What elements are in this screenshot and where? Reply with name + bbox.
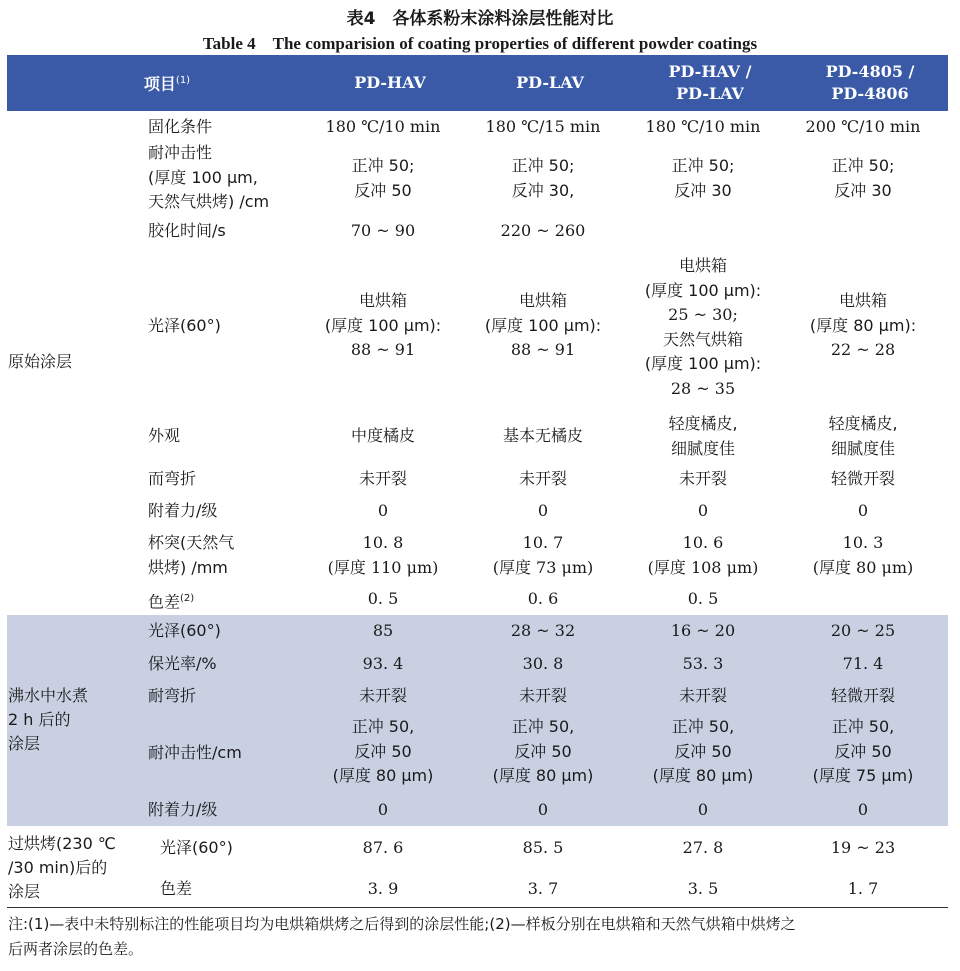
row-boil-impact-v1: 正冲 50, 反冲 50 (厚度 80 μm) — [332, 717, 434, 785]
row-bend-v4: 轻微开裂 — [830, 469, 895, 488]
row-colordiff-item: 色差$^{(2)}$ — [148, 592, 195, 612]
table-header — [7, 55, 948, 111]
row-impact-v2: 正冲 50; 反冲 30, — [511, 156, 575, 200]
row-adhesion-v4: 0 — [857, 501, 869, 520]
row-boil-bend-v4: 轻微开裂 — [830, 686, 895, 705]
row-adhesion-v2: 0 — [537, 501, 549, 520]
group-original: 原始涂层 — [8, 352, 73, 371]
row-boil-retention-v1: 93. 4 — [362, 654, 404, 673]
row-gloss-v2: 电烘箱 (厚度 100 μm): 88 ~ 91 — [484, 291, 602, 359]
header-col3-line1: PD-HAV / — [668, 62, 752, 81]
footnote-line1: 注:(1)—表中未特别标注的性能项目均为电烘箱烘烤之后得到的涂层性能;(2)—样板分别在电烘箱和天然气烘箱中烘烤之 — [8, 915, 796, 933]
row-boil-impact-v4: 正冲 50, 反冲 50 (厚度 75 μm) — [812, 717, 914, 785]
row-gloss-v1: 电烘箱 (厚度 100 μm): 88 ~ 91 — [324, 291, 442, 359]
row-impact-item-l3: 天然气烘烤) /cm — [148, 192, 270, 211]
row-boil-impact-item: 耐冲击性/cm — [148, 743, 242, 762]
row-impact-v1: 正冲 50; 反冲 50 — [351, 156, 415, 200]
row-cupping-v4: 10. 3 (厚度 80 μm) — [812, 533, 914, 577]
row-over-gloss-v2: 85. 5 — [522, 838, 564, 857]
table-bottom-rule — [7, 907, 948, 908]
header-col-pd-lav: PD-LAV — [516, 73, 584, 92]
row-colordiff-sup: (2) — [180, 593, 195, 604]
row-cupping-item-l2: 烘烤) /mm — [148, 557, 228, 577]
row-boil-adhesion-v3: 0 — [697, 800, 709, 819]
row-boil-bend-v1: 未开裂 — [358, 686, 407, 705]
row-over-gloss-v3: 27. 8 — [682, 838, 724, 857]
header-col-4805-4806 — [790, 55, 950, 111]
row-boil-gloss-v4: 20 ~ 25 — [830, 621, 896, 640]
row-boil-impact-v2: 正冲 50, 反冲 50 (厚度 80 μm) — [492, 717, 594, 785]
row-cupping-item — [148, 531, 234, 580]
row-gel-v2: 220 ~ 260 — [500, 221, 586, 240]
row-impact-v3: 正冲 50; 反冲 30 — [671, 156, 735, 200]
row-bend-v2: 未开裂 — [518, 469, 567, 488]
row-bend-v3: 未开裂 — [678, 469, 727, 488]
row-cure-v4: 200 ℃/10 min — [805, 117, 921, 136]
row-impact-item — [148, 141, 269, 215]
group-boil-line3: 涂层 — [8, 734, 41, 753]
row-boil-retention-v4: 71. 4 — [842, 654, 884, 673]
row-boil-retention-item: 保光率/% — [148, 654, 217, 673]
row-boil-gloss-item: 光泽(60°) — [148, 621, 221, 640]
row-boil-adhesion-v4: 0 — [857, 800, 869, 819]
row-cupping-item-l1: 杯突(天然气 — [148, 533, 235, 552]
row-boil-adhesion-item: 附着力/级 — [148, 800, 218, 819]
group-boil-line2: 2 h 后的 — [8, 710, 71, 729]
row-boil-adhesion-v2: 0 — [537, 800, 549, 819]
row-bend-v1: 未开裂 — [358, 469, 407, 488]
header-col-hav-lav — [630, 55, 790, 111]
row-colordiff-v2: 0. 6 — [527, 589, 559, 608]
row-cupping-v1: 10. 8 (厚度 110 μm) — [327, 533, 439, 577]
group-over-line1: 过烘烤(230 ℃ — [8, 834, 116, 853]
row-impact-v4: 正冲 50; 反冲 30 — [831, 156, 895, 200]
row-appearance-item: 外观 — [148, 426, 181, 445]
row-boil-bend-v2: 未开裂 — [518, 686, 567, 705]
header-item-sup: (1) — [175, 75, 191, 87]
row-appearance-v1: 中度橘皮 — [350, 426, 415, 445]
row-appearance-v2: 基本无橘皮 — [502, 426, 583, 445]
row-over-color-v3: 3. 5 — [687, 879, 719, 898]
row-gloss-v4: 电烘箱 (厚度 80 μm): 22 ~ 28 — [809, 291, 917, 359]
row-over-color-v2: 3. 7 — [527, 879, 559, 898]
table-footnote — [8, 912, 952, 962]
table-title-cn: 表4 各体系粉末涂料涂层性能对比 — [346, 9, 614, 29]
row-cure-v2: 180 ℃/15 min — [485, 117, 601, 136]
row-adhesion-item: 附着力/级 — [148, 501, 218, 520]
row-gloss-v3: 电烘箱 (厚度 100 μm): 25 ~ 30; 天然气烘箱 (厚度 100 μm): 28 ~ 35 — [644, 256, 762, 398]
header-col3-line2: PD-LAV — [676, 84, 744, 103]
row-bend-item: 而弯折 — [148, 469, 197, 488]
row-gloss-item: 光泽(60°) — [148, 316, 221, 335]
row-over-color-v4: 1. 7 — [847, 879, 879, 898]
table-title-en: Table 4 The comparision of coating properties of different powder coatings — [202, 34, 758, 53]
row-boil-impact-v3: 正冲 50, 反冲 50 (厚度 80 μm) — [652, 717, 754, 785]
row-boil-gloss-v3: 16 ~ 20 — [670, 621, 736, 640]
row-boil-retention-v2: 30. 8 — [522, 654, 564, 673]
header-col4-line1: PD-4805 / — [825, 62, 915, 81]
row-cupping-v3: 10. 6 (厚度 108 μm) — [647, 533, 759, 577]
header-col-pd-hav: PD-HAV — [354, 73, 426, 92]
row-cupping-v2: 10. 7 (厚度 73 μm) — [492, 533, 594, 577]
row-over-color-v1: 3. 9 — [367, 879, 399, 898]
row-colordiff-v3: 0. 5 — [687, 589, 719, 608]
row-appearance-v3: 轻度橘皮, 细腻度佳 — [668, 414, 738, 458]
row-colordiff-v1: 0. 5 — [367, 589, 399, 608]
row-cure-item: 固化条件 — [148, 117, 213, 136]
row-over-gloss-v4: 19 ~ 23 — [830, 838, 896, 857]
row-impact-item-l2: (厚度 100 μm, — [148, 167, 258, 187]
group-overbake — [8, 832, 116, 904]
row-boil-bend-item: 耐弯折 — [148, 686, 197, 705]
header-col4-line2: PD-4806 — [831, 84, 909, 103]
row-over-color-item: 色差 — [160, 879, 193, 898]
row-adhesion-v3: 0 — [697, 501, 709, 520]
row-boil-bend-v3: 未开裂 — [678, 686, 727, 705]
row-cure-v1: 180 ℃/10 min — [325, 117, 441, 136]
footnote-line2: 后两者涂层的色差。 — [8, 940, 144, 958]
group-over-line2: /30 min)后的 — [8, 858, 108, 877]
group-over-line3: 涂层 — [8, 882, 41, 901]
row-cure-v3: 180 ℃/10 min — [645, 117, 761, 136]
row-impact-item-l1: 耐冲击性 — [148, 143, 213, 162]
header-item-label: 项目 — [143, 74, 176, 94]
row-appearance-v4: 轻度橘皮, 细腻度佳 — [828, 414, 898, 458]
row-gel-item: 胶化时间/s — [148, 221, 226, 240]
group-boil-line1: 沸水中水煮 — [8, 686, 89, 705]
row-boil-adhesion-v1: 0 — [377, 800, 389, 819]
row-boil-retention-v3: 53. 3 — [682, 654, 724, 673]
group-boil — [8, 684, 88, 756]
row-adhesion-v1: 0 — [377, 501, 389, 520]
row-boil-gloss-v2: 28 ~ 32 — [510, 621, 576, 640]
header-item — [67, 55, 267, 111]
row-gel-v1: 70 ~ 90 — [350, 221, 416, 240]
row-boil-gloss-v1: 85 — [372, 621, 394, 640]
row-over-gloss-v1: 87. 6 — [362, 838, 404, 857]
row-over-gloss-item: 光泽(60°) — [160, 838, 233, 857]
